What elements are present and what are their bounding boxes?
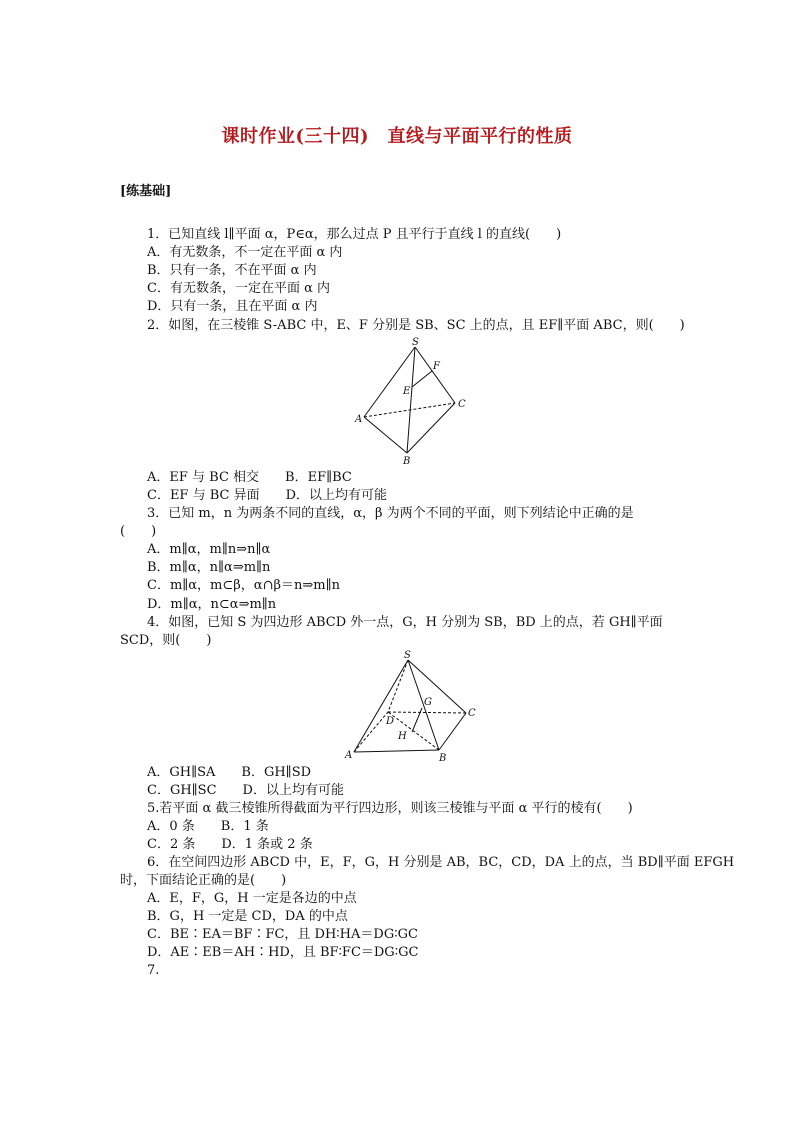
option-6c: C．BE∶EA＝BF∶FC，且 DH∶HA＝DG∶GC (147, 927, 418, 942)
pyramid-figure-2 (342, 648, 492, 764)
label-F: F (433, 361, 440, 372)
edge-SB (407, 347, 415, 453)
option-6b: B．G，H 一定是 CD，DA 的中点 (147, 909, 348, 924)
question-6: 6．在空间四边形 ABCD 中，E，F，G，H 分别是 AB，BC，CD，DA 上的点，当 BD∥平面 EFGH (147, 855, 735, 870)
option-5cd: C．2 条 D．1 条或 2 条 (147, 837, 313, 852)
label-B: B (403, 456, 411, 467)
option-1a: A．有无数条，不一定在平面 α 内 (147, 245, 343, 260)
edge-AB (354, 750, 439, 752)
option-1c: C．有无数条，一定在平面 α 内 (147, 281, 330, 296)
option-4ab: A．GH∥SA B．GH∥SD (147, 765, 312, 780)
diagonal-BD (388, 712, 439, 750)
option-3b: B．m∥α，n∥α⇒m∥n (147, 560, 271, 575)
label-C: C (468, 708, 476, 719)
question-3-continued: ( ) (120, 524, 157, 539)
question-2: 2．如图，在三棱锥 S-ABC 中，E、F 分别是 SB、SC 上的点，且 EF∥平面 ABC，则( ) (147, 318, 685, 333)
option-6d: D．AE∶EB＝AH∶HD，且 BF∶FC＝DG∶GC (147, 945, 419, 960)
question-4-continued: SCD，则( ) (120, 633, 212, 648)
option-3d: D．m∥α，n⊂α⇒m∥n (147, 597, 277, 612)
option-5ab: A．0 条 B．1 条 (147, 819, 269, 834)
option-1b: B．只有一条，不在平面 α 内 (147, 263, 317, 278)
edge-BC (407, 403, 455, 453)
question-4: 4．如图，已知 S 为四边形 ABCD 外一点，G，H 分别为 SB，BD 上的点，若 GH∥平面 (147, 615, 663, 630)
section-heading: [练基础] (120, 184, 172, 199)
label-D: D (386, 716, 395, 727)
pyramid-figure-1 (350, 335, 480, 470)
label-E: E (403, 386, 411, 397)
edge-BC (439, 713, 466, 750)
question-1: 1．已知直线 l∥平面 α，P∈α，那么过点 P 且平行于直线 l 的直线( ) (147, 227, 562, 242)
label-C: C (458, 399, 466, 410)
edge-SC (415, 347, 455, 403)
question-6-continued: 时，下面结论正确的是( ) (120, 873, 287, 888)
label-H: H (398, 731, 407, 742)
page-title: 课时作业(三十四) 直线与平面平行的性质 (221, 126, 573, 147)
edge-SA (364, 347, 415, 417)
edge-AB (364, 417, 407, 453)
label-S: S (412, 337, 419, 348)
option-2cd: C．EF 与 BC 异面 D．以上均有可能 (147, 488, 388, 503)
label-G: G (424, 697, 432, 708)
option-2ab: A．EF 与 BC 相交 B．EF∥BC (147, 470, 352, 485)
question-5: 5.若平面 α 截三棱锥所得截面为平行四边形，则该三棱锥与平面 α 平行的棱有( ) (147, 801, 633, 816)
label-S: S (404, 650, 411, 661)
edge-SD (388, 660, 408, 712)
edge-DC (388, 712, 466, 713)
label-A: A (355, 414, 363, 425)
edge-AD (354, 712, 388, 752)
segment-EF (412, 371, 432, 387)
option-6a: A．E，F，G，H 一定是各边的中点 (147, 891, 357, 906)
question-7: 7. (147, 963, 160, 978)
label-B: B (439, 753, 447, 764)
option-3c: C．m∥α，m⊂β，α∩β＝n⇒m∥n (147, 578, 340, 593)
segment-GH (412, 708, 422, 732)
option-3a: A．m∥α，m∥n⇒n∥α (147, 542, 271, 557)
label-A: A (345, 750, 353, 761)
option-1d: D．只有一条，且在平面 α 内 (147, 299, 318, 314)
question-3: 3．已知 m，n 为两条不同的直线，α，β 为两个不同的平面，则下列结论中正确的是 (147, 506, 634, 521)
option-4cd: C．GH∥SC D．以上均有可能 (147, 783, 344, 798)
